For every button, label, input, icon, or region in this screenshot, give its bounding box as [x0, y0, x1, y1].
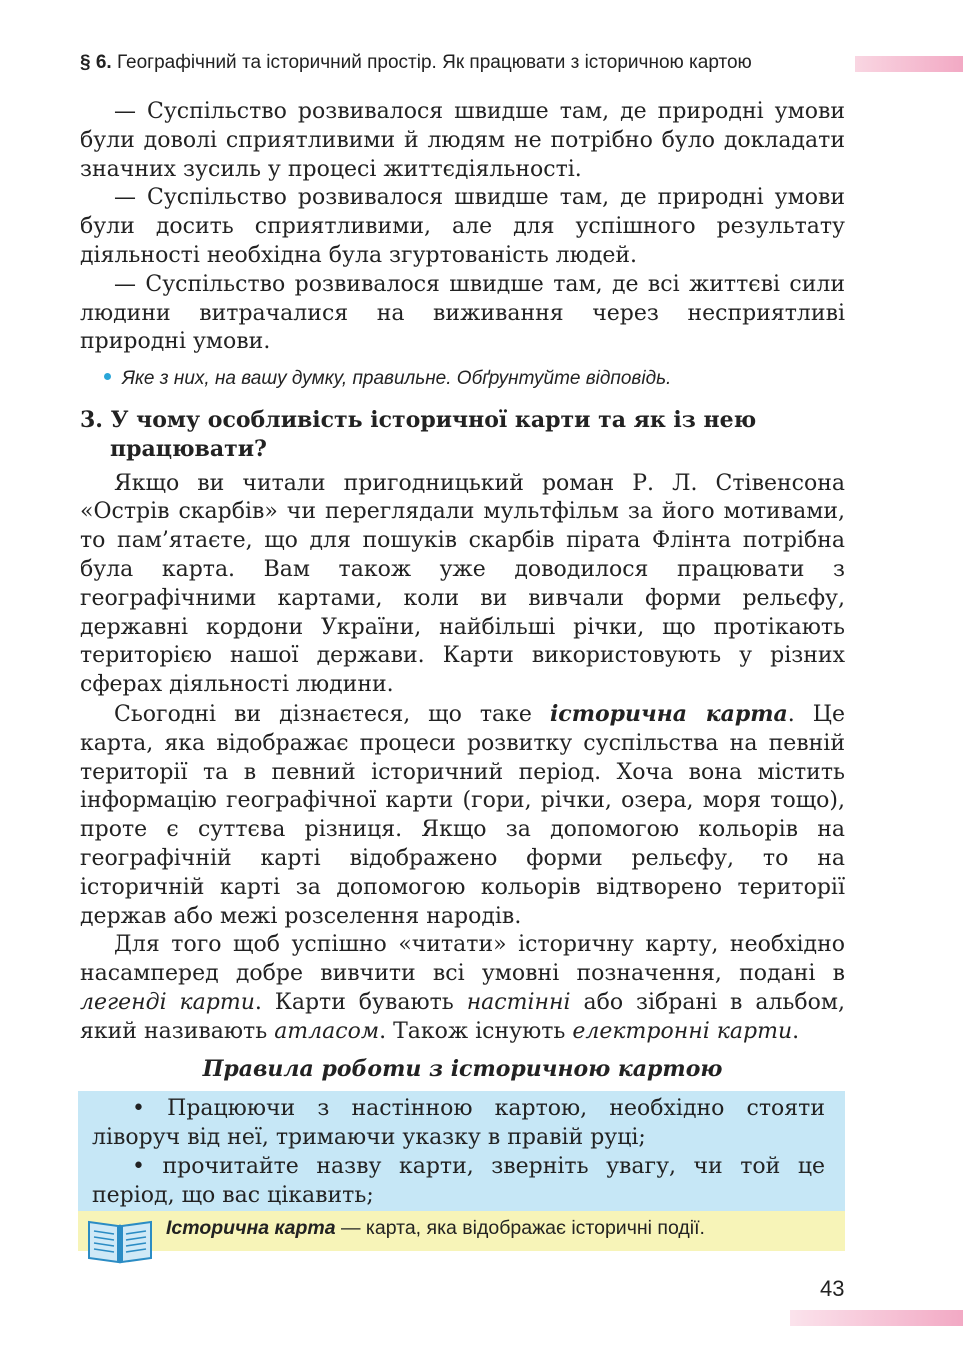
term-definition	[166, 1217, 705, 1240]
term-word: Історична карта	[166, 1217, 336, 1239]
footer-accent-bar	[790, 1310, 963, 1326]
rules-box	[78, 1091, 845, 1214]
page-number: 43	[820, 1276, 845, 1301]
section-number: § 6.	[80, 52, 112, 73]
paragraph-treasure-island: Якщо ви читали пригодницький роман Р. Л. Стівенсона «Острів скарбів» чи переглядали мультфільм за його мотивами, то пам’ятаєте, що для пошуків скарбів пірата Флінта потрібна була карта. Вам також уже доводилося працювати з географічними картами, коли ви вивчали форми рельєфу, державні кордони України, найбільші річки, що протікають територією нашої держави. Карти використовують у різних сферах діяльності людини.	[80, 470, 845, 698]
intro-paragraph-1: — Суспільство розвивалося швидше там, де природні умови були доволі сприятливими й людям не потрібно було докладати значних зусиль у процесі життєдіяльності.	[80, 99, 845, 182]
paragraph-historical-map: Сьогодні ви дізнаєтеся, що таке історична карта. Це карта, яка відображає процеси розвитку суспільства на певній території та в певний історичний період. Хоча вона містить інформацію географічної карти (гори, річки, озера, моря тощо), проте є суттєва різниця. Якщо за допомогою кольорів на географічній карті відображено форми рельєфу, то на історичній карті за допомогою кольорів відтворено території держав або межі розселення народів.	[80, 700, 845, 929]
rule-item: • прочитайте назву карти, зверніть увагу, чи той це період, що вас цікавить;	[92, 1153, 825, 1208]
bullet-dot-icon	[104, 373, 111, 380]
header-accent-bar	[855, 56, 963, 72]
term-definition-text: — карта, яка відображає історичні події.	[335, 1217, 705, 1239]
book-icon	[85, 1216, 155, 1266]
main-text	[80, 98, 845, 1214]
intro-paragraph-2: — Суспільство розвивалося швидше там, де природні умови були досить сприятливими, але для успішного результату діяльності необхідна була згуртованість людей.	[80, 185, 845, 268]
paragraph-map-reading: Для того щоб успішно «читати» історичну карту, необхідно насамперед добре вивчити всі умовні позначення, подані в легенді карти. Карти бувають настінні або зібрані в альбом, який називають атласом. Також існують електронні карти.	[80, 932, 846, 1044]
intro-paragraph-3: — Суспільство розвивалося швидше там, де всі життєві сили людини витрачалися на виживання через несприятливі природні умови.	[80, 271, 845, 355]
section-heading: 3. У чому особливість історичної карти та як із нею працювати?	[80, 406, 757, 462]
rule-item: • Працюючи з настінною картою, необхідно стояти ліворуч від неї, тримаючи указку в правій руці;	[92, 1096, 825, 1151]
section-title: Географічний та історичний простір. Як працювати з історичною картою	[116, 52, 752, 73]
term-highlight: історична карта	[549, 700, 788, 727]
question-text: Яке з них, на вашу думку, правильне. Обґрунтуйте відповідь.	[122, 368, 672, 390]
page-header	[80, 52, 860, 74]
rules-title: Правила роботи з історичною картою	[202, 1055, 723, 1082]
question	[122, 365, 845, 394]
